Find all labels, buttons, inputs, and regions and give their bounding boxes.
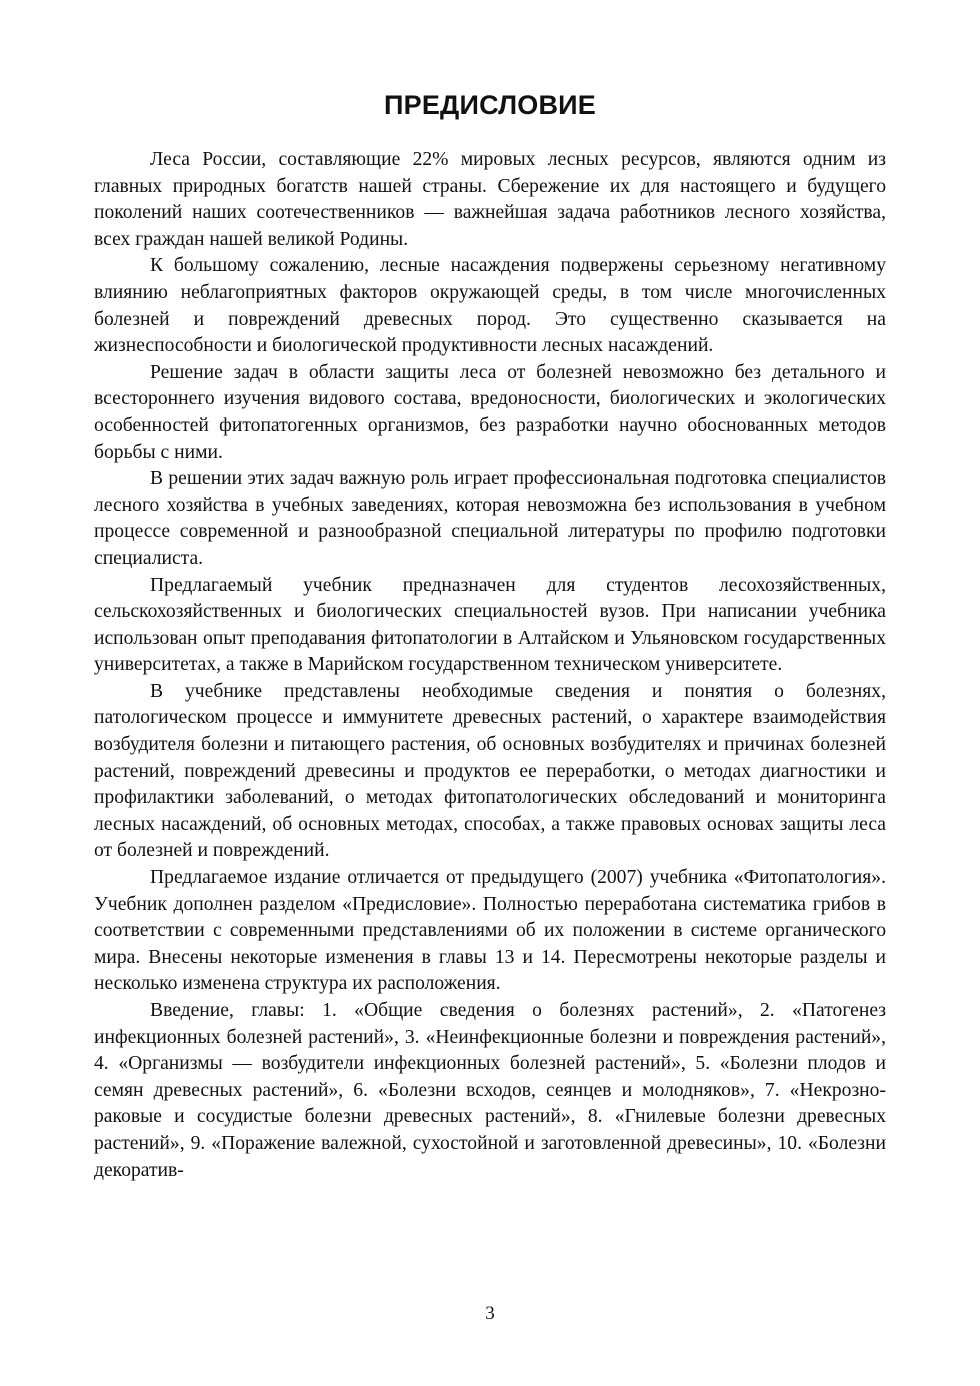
paragraph: Леса России, составляющие 22% мировых лесных ресурсов, являются одним из главных природных богатств нашей страны. Сбережение их для настоящего и будущего поколений наших соотечественников — важнейшая задача работников лесного хозяйства, всех граждан нашей великой Родины.	[94, 149, 886, 250]
page-title: ПРЕДИСЛОВИЕ	[384, 90, 596, 120]
paragraph: В учебнике представлены необходимые сведения и понятия о болезнях, патологическом процессе и иммунитете древесных растений, о характере взаимодействия возбудителя болезни и питающего растения, об основных возбудителях и причинах болезней растений, повреждений древесины и продуктов ее переработки, о методах диагностики и профилактики заболеваний, о методах фитопатологических обследований и мониторинга лесных насаждений, об основных методах, способах, а также правовых основах защиты леса от болезней и повреждений.	[94, 680, 886, 862]
body-text	[94, 147, 886, 1184]
paragraph: Решение задач в области защиты леса от болезней невозможно без детального и всестороннего изучения видового состава, вредоносности, биологических и экологических особенностей фитопатогенных организмов, без разработки научно обоснованных методов борьбы с ними.	[94, 361, 886, 463]
paragraph: Введение, главы: 1. «Общие сведения о болезнях растений», 2. «Патогенез инфекционных болезней растений», 3. «Неинфекционные болезни и повреждения растений», 4. «Организмы — возбудители инфекционных болезней растений», 5. «Болезни плодов и семян древесных растений», 6. «Болезни всходов, сеянцев и молодняков», 7. «Некрозно-раковые и сосудистые болезни древесных растений», 8. «Гнилевые болезни древесных растений», 9. «Поражение валежной, сухостойной и заготовленной древесины», 10. «Болезни декоратив-	[94, 1000, 886, 1181]
paragraph: Предлагаемый учебник предназначен для студентов лесохозяйственных, сельскохозяйственных и биологических специальностей вузов. При написании учебника использован опыт преподавания фитопатологии в Алтайском и Ульяновском государственных университетах, а также в Марийском государственном техническом университете.	[94, 574, 886, 676]
paragraph: К большому сожалению, лесные насаждения подвержены серьезному негативному влиянию неблагоприятных факторов окружающей среды, в том числе многочисленных болезней и повреждений древесных пород. Это существенно сказывается на жизнеспособности и биологической продуктивности лесных насаждений.	[94, 255, 886, 357]
page-number: 3	[485, 1303, 495, 1324]
paragraph: В решении этих задач важную роль играет профессиональная подготовка специалистов лесного хозяйства в учебных заведениях, которая невозможна без использования в учебном процессе современной и разнообразной специальной литературы по профилю подготовки специалиста.	[94, 468, 886, 569]
paragraph: Предлагаемое издание отличается от предыдущего (2007) учебника «Фитопатология». Учебник дополнен разделом «Предисловие». Полностью переработана систематика грибов в соответствии с современными представлениями об их положении в системе органического мира. Внесены некоторые изменения в главы 13 и 14. Пересмотрены некоторые разделы и несколько изменена структура их расположения.	[94, 867, 886, 995]
